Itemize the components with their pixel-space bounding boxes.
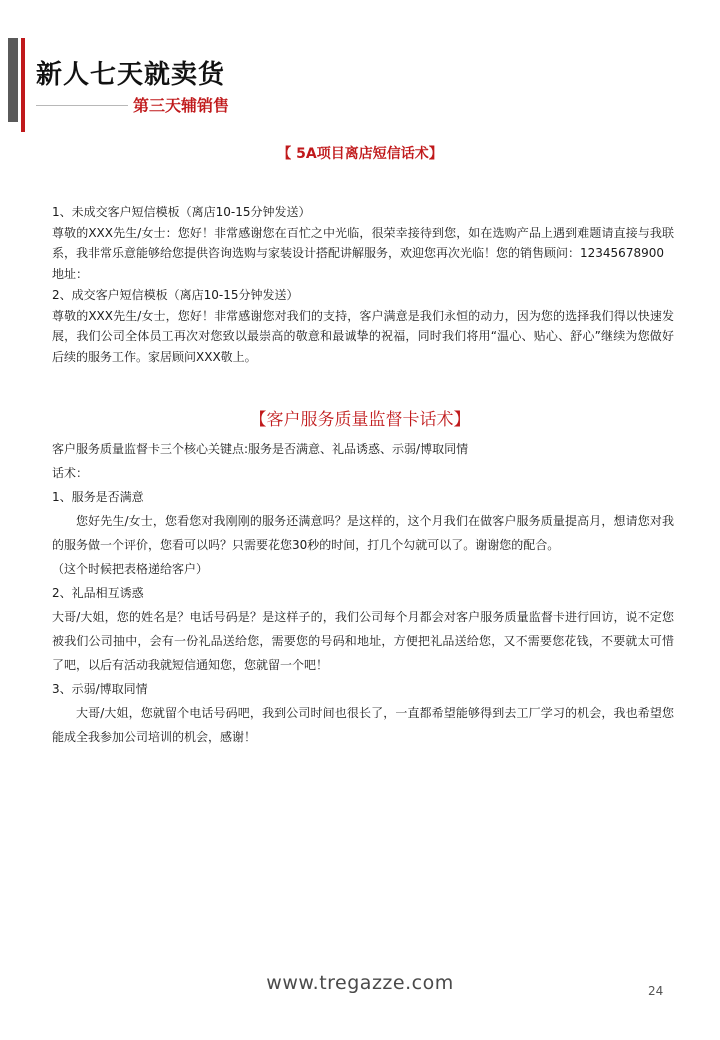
page-title: 新人七天就卖货 bbox=[36, 60, 226, 90]
item1-text: 您好先生/女士，您看您对我刚刚的服务还满意吗？是这样的，这个月我们在做客户服务质量提高月，想请您对我的服务做一个评价，您看可以吗？只需要花您30秒的时间，打几个勾就可以了。谢谢您的配合。 bbox=[52, 514, 674, 552]
header-rule bbox=[36, 105, 128, 106]
section1-line: 1、未成交客户短信模板（离店10-15分钟发送） bbox=[52, 205, 311, 219]
item2-text: 大哥/大姐，您的姓名是？电话号码是？是这样子的，我们公司每个月都会对客户服务质量监督卡进行回访，说不定您被我们公司抽中，会有一份礼品送给您，需要您的号码和地址，方便把礼品送给您，又不需要您花钱，不要就太可惜了吧，以后有活动我就短信通知您，您就留一个吧！ bbox=[52, 610, 674, 672]
page-subtitle: 第三天辅销售 bbox=[133, 96, 230, 115]
section2-body bbox=[52, 437, 674, 749]
header-dark-bar bbox=[8, 38, 18, 122]
page-number: 24 bbox=[648, 984, 664, 998]
section2-intro: 客户服务质量监督卡三个核心关键点:服务是否满意、礼品诱惑、示弱/博取同情 bbox=[52, 442, 469, 456]
item1-title: 1、服务是否满意 bbox=[52, 490, 144, 504]
section1-line: 地址： bbox=[52, 267, 89, 282]
section2-heading: 【客户服务质量监督卡话术】 bbox=[249, 410, 471, 430]
section1-heading: 【 5A项目离店短信话术】 bbox=[277, 146, 443, 162]
item2-title: 2、礼品相互诱惑 bbox=[52, 586, 144, 600]
section1-line: 2、成交客户短信模板（离店10-15分钟发送） bbox=[52, 287, 299, 302]
footer-website: www.tregazze.com bbox=[266, 972, 454, 994]
section1-line: 尊敬的XXX先生/女士：您好！非常感谢您在百忙之中光临，很荣幸接待到您，如在选购产品上遇到难题请直接与我联系，我非常乐意能够给您提供咨询选购与家装设计搭配讲解服务，欢迎您再次光临！您的销售顾问：12345678900 bbox=[52, 225, 674, 261]
item3-text: 大哥/大姐，您就留个电话号码吧，我到公司时间也很长了，一直都希望能够得到去工厂学习的机会，我也希望您能成全我参加公司培训的机会，感谢！ bbox=[52, 706, 674, 744]
section1-body bbox=[52, 202, 674, 368]
item3-title: 3、示弱/博取同情 bbox=[52, 682, 148, 696]
script-label: 话术： bbox=[52, 466, 89, 480]
section1-line: 尊敬的XXX先生/女士，您好！非常感谢您对我们的支持，客户满意是我们永恒的动力，因为您的选择我们得以快速发展，我们公司全体员工再次对您致以最崇高的敬意和最诚挚的祝福，同时我们将用“温心、贴心、舒心”继续为您做好后续的服务工作。家居顾问XXX敬上。 bbox=[52, 308, 674, 364]
item1-note: （这个时候把表格递给客户） bbox=[52, 562, 209, 576]
header-red-bar bbox=[21, 38, 25, 132]
